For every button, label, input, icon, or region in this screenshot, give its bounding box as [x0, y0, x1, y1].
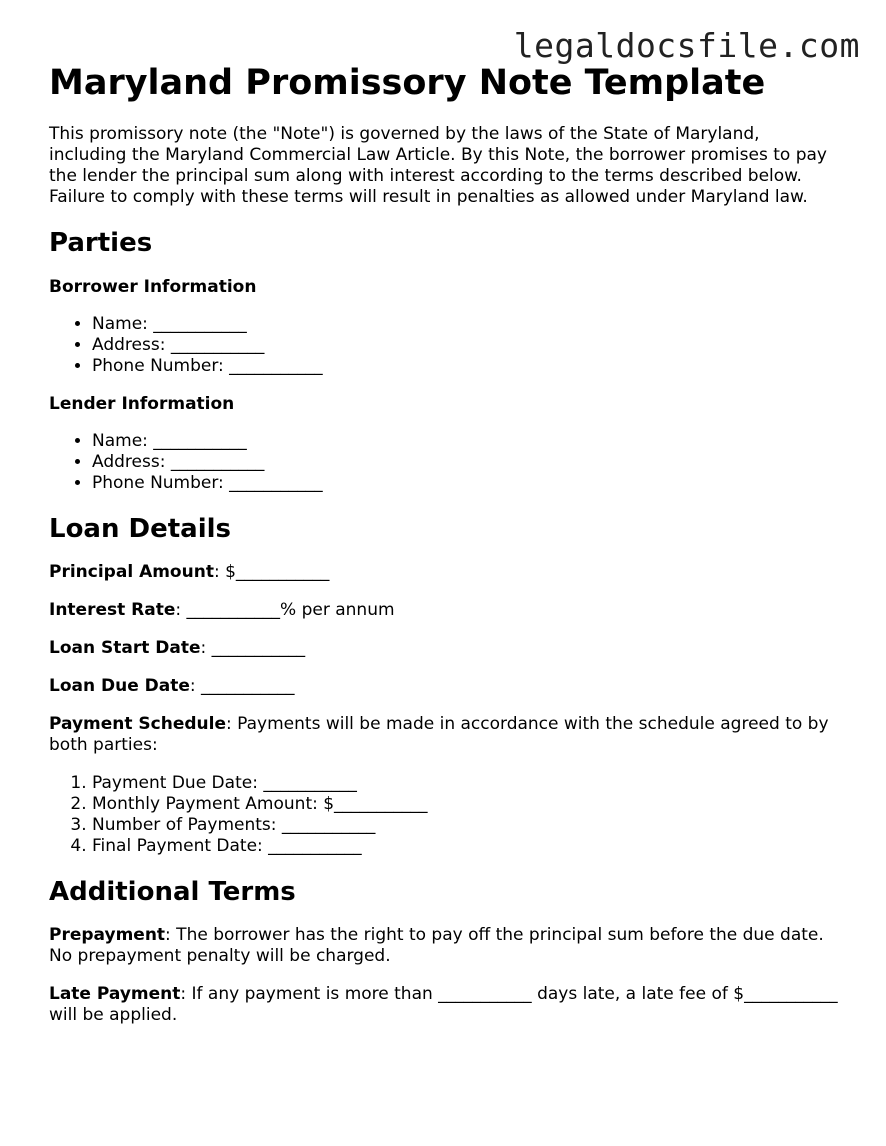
loan-start-date	[49, 638, 839, 659]
schedule-item: 4. Final Payment Date: ___________	[92, 836, 839, 857]
schedule-item: 3. Number of Payments: ___________	[92, 815, 839, 836]
document-page	[49, 60, 839, 1043]
start-label: Loan Start Date	[49, 638, 201, 658]
prepayment-text: : The borrower has the right to pay off the principal sum before the due date. No prepayment penalty will be charged.	[49, 925, 824, 966]
interest-value: : ___________% per annum	[175, 600, 395, 620]
principal-value: : $___________	[213, 562, 330, 582]
additional-terms-heading: Additional Terms	[49, 877, 296, 907]
borrower-heading: Borrower Information	[49, 277, 257, 297]
loan-due-date	[49, 676, 839, 697]
schedule-text: : Payments will be made in accordance with the schedule agreed to by both parties:	[49, 714, 829, 755]
schedule-label: Payment Schedule	[49, 714, 227, 734]
late-label: Late Payment	[49, 984, 181, 1004]
schedule-item: 2. Monthly Payment Amount: $___________	[92, 794, 839, 815]
payment-schedule	[49, 714, 839, 756]
principal-amount	[49, 562, 839, 583]
prepayment-term	[49, 925, 839, 967]
start-value: : ___________	[200, 638, 306, 658]
loan-details-heading: Loan Details	[49, 514, 232, 544]
late-text: : If any payment is more than ___________ days late, a late fee of $___________ will be applied.	[49, 984, 838, 1025]
borrower-phone: • Phone Number: ___________	[92, 356, 839, 377]
late-payment-term	[49, 984, 839, 1026]
watermark: legaldocsfile.com	[513, 26, 860, 65]
borrower-name: • Name: ___________	[92, 314, 839, 335]
page-title: Maryland Promissory Note Template	[49, 63, 766, 103]
due-value: : ___________	[189, 676, 295, 696]
borrower-address: • Address: ___________	[92, 335, 839, 356]
lender-phone: • Phone Number: ___________	[92, 473, 839, 494]
lender-heading: Lender Information	[49, 394, 235, 414]
interest-label: Interest Rate	[49, 600, 176, 620]
prepayment-label: Prepayment	[49, 925, 166, 945]
schedule-item: 1. Payment Due Date: ___________	[92, 773, 839, 794]
lender-name: • Name: ___________	[92, 431, 839, 452]
borrower-list	[49, 314, 839, 377]
principal-label: Principal Amount	[49, 562, 214, 582]
interest-rate	[49, 600, 839, 621]
lender-list	[49, 431, 839, 494]
parties-heading: Parties	[49, 228, 153, 258]
lender-address: • Address: ___________	[92, 452, 839, 473]
schedule-list	[49, 773, 839, 857]
intro-paragraph: This promissory note (the "Note") is governed by the laws of the State of Maryland, including the Maryland Commercial Law Article. By this Note, the borrower promises to pay the lender the principal sum along with interest according to the terms described below. Failure to comply with these terms will result in penalties as allowed under Maryland law.	[49, 124, 827, 207]
due-label: Loan Due Date	[49, 676, 190, 696]
